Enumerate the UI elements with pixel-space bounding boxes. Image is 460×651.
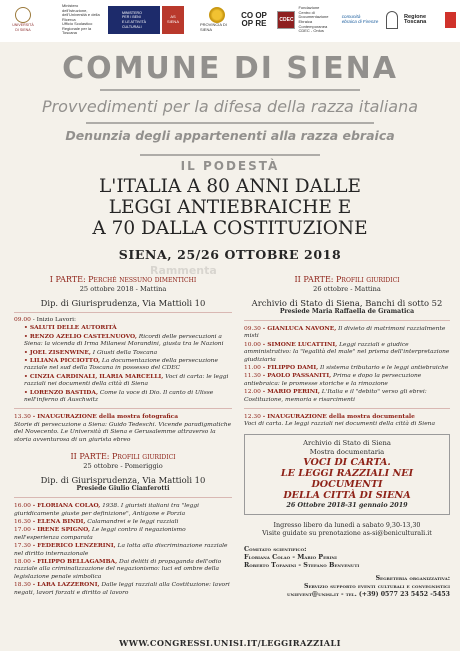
unisi-logo-text: UNIVERSITÀ DI SIENA [12, 23, 34, 32]
part3-program [244, 325, 450, 429]
comunita-logo-text: comunità ebraica di Firenze [341, 14, 379, 24]
list-item: 12.30 - INAUGURAZIONE della mostra documentale [244, 413, 415, 421]
mibac-logo-text: MINISTERO PER I BENI E LE ATTIVITÀ CULTURALI [121, 10, 147, 29]
list-item: 17.30 - FEDERICO LENZERINI, La lotta alla discriminazione razziale nel diritto internazionale [14, 542, 228, 557]
part1-heading: I PARTE: Perché nessuno dimentichi [49, 275, 197, 284]
title-line: L'ITALIA A 80 ANNI DALLE [98, 176, 362, 197]
left-column [14, 275, 232, 597]
part3-heading: II PARTE: Profili giuridici [294, 275, 400, 284]
title-line: A 70 DALLA COSTITUZIONE [92, 218, 368, 239]
committee-line: Floriana Colao - Mario Perini [244, 552, 337, 561]
unisi-seal-icon [15, 7, 31, 23]
right-column [244, 275, 450, 599]
coopore-logo: CO OP OP RE [241, 11, 267, 28]
mibac-logo [108, 6, 160, 34]
exhibition-dates: 26 Ottobre 2018-31 gennaio 2019 [286, 500, 408, 509]
list-item: 09.00 - Inizio Lavori: [14, 317, 77, 323]
divider [14, 312, 232, 313]
part2-program [14, 502, 232, 597]
visit-hours: Ingresso libero da lunedì a sabato 9,30-13,30 [273, 520, 421, 529]
list-item: 17.00 - IRENE SPIGNO, Le leggi contro il negazionismo nell'esperienza comparata [14, 526, 186, 541]
banner-line-denunzia: Denunzia degli appartenenti alla razza ebraica [65, 128, 395, 143]
pegasus-flag-icon [445, 12, 456, 28]
divider [244, 408, 450, 409]
ministero-logo [62, 2, 104, 36]
banner-rule [100, 89, 360, 91]
exhibition-title: LE LEGGI RAZZIALI NEI DOCUMENTI [280, 467, 414, 490]
part3-president: Presiede Maria Raffaella de Gramatica [279, 308, 415, 315]
provincia-logo-text: PROVINCIA DI SIENA [200, 22, 227, 32]
logo-strip [0, 0, 460, 42]
secretariat-service: Servizio supporto eventi culturali e convegnistici [303, 582, 450, 590]
list-item: • RENZO AZELIO CASTELNUOVO, Ricordi delle persecuzioni a Siena: la vicenda di Irma Milanesi Morandini, giusta tra le Nazioni [24, 332, 224, 348]
committee-heading: Comitato scientifico: [244, 544, 307, 553]
part1-venue: Dip. di Giurisprudenza, Via Mattioli 10 [40, 298, 206, 308]
part3-date: 26 ottobre - Mattina [313, 285, 381, 293]
archivio-logo [162, 6, 184, 34]
event-date: SIENA, 25/26 OTTOBRE 2018 [118, 247, 342, 262]
ghost-text: Rammenta [150, 264, 217, 277]
historic-document-banner [0, 42, 460, 170]
secretariat-contact: unievent@unisi.it - tel. (+39) 0577 23 5452 -5453 [287, 590, 450, 598]
list-item: • LILIANA PICCIOTTO, La documentazione della persecuzione razziale nel sud della Toscana in possesso del CDEC [24, 357, 218, 372]
list-item: • CINZIA CARDINALI, ILARIA MARCELLI, Voci di carta: le leggi razziali nei documenti della città di Siena [24, 372, 229, 388]
cdec-logo-text: Fondazione Centro di Documentazione Ebraica Contemporanea CDEC - Onlus [298, 5, 329, 34]
visit-booking: Visite guidate su prenotazione as-si@beniculturali.it [262, 528, 432, 537]
list-item: 10.00 - SIMONE LUCATTINI, Leggi razziali e giudice amministrativo: la "legalità del male" nel prisma dell'interpretazione giudiziaria [244, 340, 450, 363]
town-logo [384, 6, 400, 34]
archivio-logo-text: AS SIENA [166, 14, 179, 24]
list-item: 11.30 - PAOLO PASSANITI, Prima e dopo la persecuzione antiebraica: le promesse storiche e la rimozione [244, 372, 422, 387]
page-title [0, 176, 460, 239]
banner-line-podesta: IL PODESTÀ [180, 159, 280, 170]
list-item: 18.00 - FILIPPO BELLAGAMBA, Dai delitti di propaganda dell'odio razziale alla criminalizzazione del negazionismo: luci ed ombre della legislazione penale simbolica [14, 557, 222, 580]
secretariat-heading: Segreteria organizzativa: [375, 574, 450, 582]
exhibition-type: Mostra documentaria [309, 447, 385, 456]
list-item: 11.00 - FILIPPO DAMI, Il sistema tributario e le leggi antiebraiche [244, 364, 449, 372]
cdec-mark: CDEC [277, 11, 295, 29]
list-item: 13.30 - INAUGURAZIONE della mostra fotografica [14, 413, 179, 421]
part1-date: 25 ottobre 2018 - Mattina [79, 285, 167, 293]
banner-rule [140, 154, 320, 156]
part2-date: 25 ottobre - Pomeriggio [83, 462, 163, 471]
inauguration-description: Storie di persecuzione a Siena: Guido Tedeschi. Vicende paradigmatiche del Novecento. Le Università di Siena e Gerusalemme attraverso la storia avventurosa di un giurista ebreo [14, 421, 232, 443]
comunita-ebraica-logo [338, 6, 382, 34]
divider [14, 497, 232, 498]
banner-line-comune: COMUNE DI SIENA [62, 51, 398, 86]
banner-rule [86, 122, 374, 124]
divider [14, 408, 232, 409]
part2-heading: II PARTE: Profili giuridici [70, 452, 176, 462]
committee-line: Roberto Tofanini - Stefano Benvenuti [244, 560, 360, 569]
exhibition-box [244, 434, 450, 515]
part2-president: Presiede Giulio Cianferotti [76, 485, 170, 493]
divider [244, 320, 450, 321]
unisi-logo [8, 6, 38, 34]
visit-info [244, 521, 450, 537]
ministero-logo-text: Ministero dell'Istruzione, dell'Università e della Ricerca Ufficio Scolastico Regionale per la Toscana [62, 2, 100, 36]
title-line: LEGGI ANTIEBRAICHE E [108, 197, 352, 218]
list-item: 12.00 - MARIO PERINI, L'Italia e il "debito" verso gli ebrei: Costituzione, memoria e risarcimenti [244, 388, 427, 403]
list-item: 16.00 - FLORIANA COLAO, 1938. I giuristi italiani tra "leggi giuridicamente giuste per definizione", Antigone e Porzia [14, 502, 200, 517]
regione-toscana-logo [404, 6, 456, 34]
list-item: 18.30 - LARA LAZZERONI, Dalle leggi razziali alla Costituzione: lavori negati, lavori forzati e diritto al lavoro [14, 581, 230, 596]
banner-line-provvedimenti: Provvedimenti per la difesa della razza italiana [41, 97, 419, 116]
list-item: • SALUTI DELLE AUTORITÀ [24, 324, 117, 332]
regione-toscana-text: Regione Toscana [404, 14, 427, 25]
exhibition-venue: Archivio di Stato di Siena [303, 438, 391, 447]
cdec-logo [274, 6, 332, 34]
exhibition-title: VOCI DI CARTA. [303, 456, 391, 468]
provincia-logo [200, 6, 234, 34]
town-emblem-icon [386, 11, 398, 29]
website-link[interactable]: WWW.CONGRESSI.UNISI.IT/LEGGIRAZZIALI [119, 638, 341, 648]
exhibition-title: DELLA CITTÀ DI SIENA [283, 489, 411, 501]
list-item: 16.30 - ELENA BINDI, Calamandrei e le leggi razziali [14, 517, 179, 525]
part1-program [14, 317, 232, 444]
provincia-emblem-icon [209, 7, 225, 23]
part2-venue: Dip. di Giurisprudenza, Via Mattioli 10 [40, 475, 206, 486]
list-item: • JOEL ZISENWINE, I Giusti della Toscana [24, 348, 158, 356]
committee-block [244, 545, 450, 569]
list-item: • LORENZO BASTIDA, Come la voce di Dio. Il canto di Ulisse nell'inferno di Auschwitz [24, 388, 214, 404]
list-item: 09.30 - GIANLUCA NAVONE, Il divieto di matrimoni razzialmente misti [244, 325, 446, 340]
part3-venue: Archivio di Stato di Siena, Banchi di sotto 52 [251, 298, 443, 308]
inauguration-description: Voci di carta. Le leggi razziali nei documenti della città di Siena [244, 421, 435, 428]
secretariat-block [244, 575, 450, 599]
